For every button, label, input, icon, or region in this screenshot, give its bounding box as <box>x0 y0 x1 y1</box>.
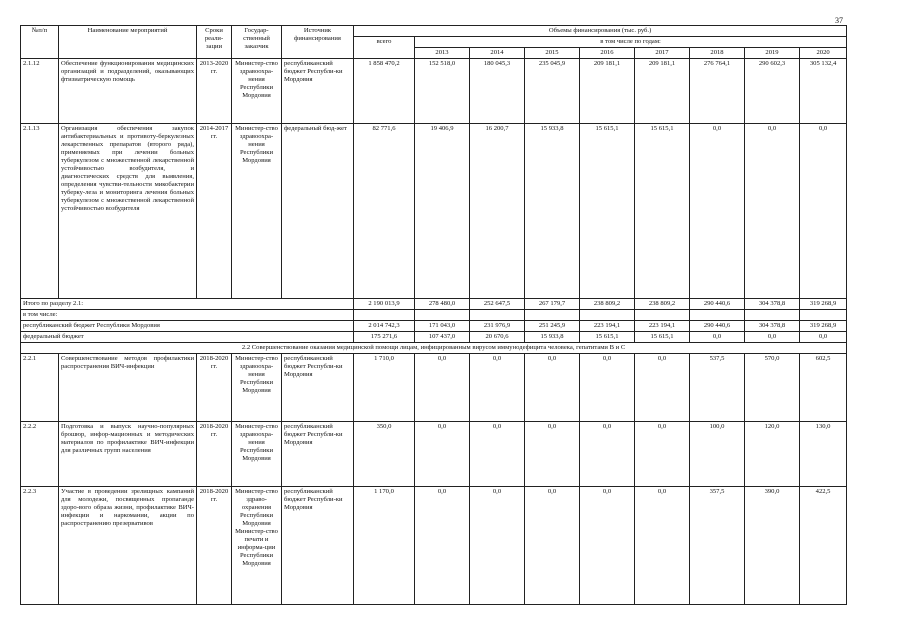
row-term: 2018-2020 гг. <box>197 487 232 605</box>
summary-total: 175 271,6 <box>354 332 415 343</box>
row-value: 0,0 <box>635 422 690 487</box>
row-value: 0,0 <box>800 124 847 299</box>
summary-value: 15 615,1 <box>635 332 690 343</box>
summary-row <box>21 321 847 332</box>
table-row <box>21 59 847 124</box>
row-value: 276 764,1 <box>690 59 745 124</box>
row-value: 0,0 <box>470 487 525 605</box>
table-row <box>21 487 847 605</box>
row-customer: Министер-ство здравоохра-нения Республики Мордовия <box>232 124 282 299</box>
row-value: 357,5 <box>690 487 745 605</box>
row-customer: Министер-ство здраво-охранения Республики Мордовия Министер-ство печати и информа-ции Республики Мордовия <box>232 487 282 605</box>
header-volumes: Объемы финансирования (тыс. руб.) <box>354 26 847 37</box>
row-value: 305 132,4 <box>800 59 847 124</box>
row-value: 120,0 <box>745 422 800 487</box>
row-value: 209 181,1 <box>580 59 635 124</box>
row-num: 2.2.1 <box>21 354 59 422</box>
summary-value: 238 809,2 <box>635 299 690 310</box>
row-source: республиканский бюджет Республи-ки Мордовия <box>282 59 354 124</box>
summary-label: Итого по разделу 2.1: <box>21 299 354 310</box>
summary-total: 2 014 742,3 <box>354 321 415 332</box>
row-value: 0,0 <box>415 487 470 605</box>
row-customer: Министер-ство здравоохра-нения Республики Мордовия <box>232 422 282 487</box>
row-value: 15 933,8 <box>525 124 580 299</box>
row-name: Участие в проведении зрелищных кампаний для молодежи, посвященных пропаганде здоро-вого образа жизни, профилактике ВИЧ-инфекции и наркомании, акции по распространению презервативов <box>59 487 197 605</box>
row-value: 0,0 <box>635 354 690 422</box>
row-source: республиканский бюджет Республи-ки Мордовия <box>282 422 354 487</box>
header-name: Наименование мероприятий <box>59 26 197 59</box>
summary-value: 290 440,6 <box>690 299 745 310</box>
row-value: 209 181,1 <box>635 59 690 124</box>
header-year: 2017 <box>635 48 690 59</box>
summary-row <box>21 299 847 310</box>
row-value: 100,0 <box>690 422 745 487</box>
row-value: 422,5 <box>800 487 847 605</box>
summary-value: 0,0 <box>690 332 745 343</box>
summary-value: 223 194,1 <box>635 321 690 332</box>
row-name: Организация обеспечения закупок антибактериальных и противоту-беркулезных лекарственных препаратов (второго ряда), применяемых при лечении больных туберкулезом с множественной лекарственной устойчивостью возбудителя, и диагностических средств для выявления, определения чувстви-тельности микобактерии туберку-леза и мониторинга лечения больных туберкулезом с множественной лекарственной устойчивостью возбудителя <box>59 124 197 299</box>
row-value: 16 200,7 <box>470 124 525 299</box>
summary-value: 267 179,7 <box>525 299 580 310</box>
row-value: 390,0 <box>745 487 800 605</box>
row-value: 0,0 <box>525 487 580 605</box>
row-term: 2013-2020 гг. <box>197 59 232 124</box>
row-num: 2.2.2 <box>21 422 59 487</box>
header-num: №п/п <box>21 26 59 59</box>
summary-value: 319 268,9 <box>800 299 847 310</box>
row-value: 0,0 <box>635 487 690 605</box>
header-total: всего <box>354 37 415 59</box>
summary-value: 107 437,0 <box>415 332 470 343</box>
row-value: 0,0 <box>745 124 800 299</box>
summary-value: 15 615,1 <box>580 332 635 343</box>
summary-total: 2 190 013,9 <box>354 299 415 310</box>
summary-value: 304 378,8 <box>745 299 800 310</box>
row-total: 82 771,6 <box>354 124 415 299</box>
header-year: 2020 <box>800 48 847 59</box>
section-title: 2.2 Совершенствование оказания медицинской помощи лицам, инфицированным вирусом иммунодефицита человека, гепатитами В и С <box>21 343 847 354</box>
row-value: 15 615,1 <box>635 124 690 299</box>
summary-value: 290 440,6 <box>690 321 745 332</box>
row-value: 19 406,9 <box>415 124 470 299</box>
table-row <box>21 422 847 487</box>
row-value: 235 045,9 <box>525 59 580 124</box>
header-year: 2016 <box>580 48 635 59</box>
header-year: 2013 <box>415 48 470 59</box>
summary-value: 0,0 <box>800 332 847 343</box>
row-source: республиканский бюджет Республи-ки Мордовия <box>282 354 354 422</box>
row-value: 290 602,3 <box>745 59 800 124</box>
header-year: 2015 <box>525 48 580 59</box>
summary-value: 15 933,8 <box>525 332 580 343</box>
row-value: 130,0 <box>800 422 847 487</box>
row-value: 0,0 <box>415 354 470 422</box>
summary-label: в том числе: <box>21 310 354 321</box>
row-total: 1 858 470,2 <box>354 59 415 124</box>
header-year: 2014 <box>470 48 525 59</box>
row-term: 2014-2017 гг. <box>197 124 232 299</box>
row-num: 2.1.13 <box>21 124 59 299</box>
row-value: 0,0 <box>470 354 525 422</box>
summary-value: 304 378,8 <box>745 321 800 332</box>
header-year: 2018 <box>690 48 745 59</box>
header-customer: Государ-ственный заказчик <box>232 26 282 59</box>
row-num: 2.2.3 <box>21 487 59 605</box>
header-term: Сроки реали-зации <box>197 26 232 59</box>
row-term: 2018-2020 гг. <box>197 422 232 487</box>
summary-row <box>21 332 847 343</box>
summary-value: 252 647,5 <box>470 299 525 310</box>
row-value: 537,5 <box>690 354 745 422</box>
summary-value: 223 194,1 <box>580 321 635 332</box>
row-value: 0,0 <box>525 354 580 422</box>
row-value: 0,0 <box>690 124 745 299</box>
row-total: 1 170,0 <box>354 487 415 605</box>
row-source: республиканский бюджет Республи-ки Мордовия <box>282 487 354 605</box>
summary-value: 278 480,0 <box>415 299 470 310</box>
row-value: 0,0 <box>580 354 635 422</box>
row-value: 0,0 <box>580 487 635 605</box>
summary-row <box>21 310 847 321</box>
row-name: Обеспечение функционирования медицинских организаций и подразделений, оказывающих фтизиатрическую помощь <box>59 59 197 124</box>
row-customer: Министер-ство здравоохра-нения Республики Мордовия <box>232 59 282 124</box>
section-row <box>21 343 847 354</box>
table-row <box>21 354 847 422</box>
table-row <box>21 124 847 299</box>
summary-value: 238 809,2 <box>580 299 635 310</box>
summary-value: 251 245,9 <box>525 321 580 332</box>
row-value: 15 615,1 <box>580 124 635 299</box>
row-source: федеральный бюд-жет <box>282 124 354 299</box>
row-term: 2018-2020 гг. <box>197 354 232 422</box>
row-name: Подготовка и выпуск научно-популярных брошюр, инфор-мационных и методических материалов по профилактике ВИЧ-инфекции для различных групп населения <box>59 422 197 487</box>
row-total: 1 710,0 <box>354 354 415 422</box>
row-value: 0,0 <box>580 422 635 487</box>
row-num: 2.1.12 <box>21 59 59 124</box>
row-value: 602,5 <box>800 354 847 422</box>
row-value: 152 518,0 <box>415 59 470 124</box>
summary-value: 319 268,9 <box>800 321 847 332</box>
row-name: Совершенствование методов профилактики распространения ВИЧ-инфекции <box>59 354 197 422</box>
row-total: 350,0 <box>354 422 415 487</box>
summary-value: 171 043,0 <box>415 321 470 332</box>
row-value: 570,0 <box>745 354 800 422</box>
summary-label: федеральный бюджет <box>21 332 354 343</box>
row-value: 180 045,3 <box>470 59 525 124</box>
header-year: 2019 <box>745 48 800 59</box>
page-number: 37 <box>835 16 843 25</box>
summary-label: республиканский бюджет Республики Мордовия <box>21 321 354 332</box>
summary-value: 231 976,9 <box>470 321 525 332</box>
row-value: 0,0 <box>470 422 525 487</box>
summary-value: 20 670,6 <box>470 332 525 343</box>
financing-table <box>20 25 847 605</box>
summary-value: 0,0 <box>745 332 800 343</box>
header-source: Источник финансирования <box>282 26 354 59</box>
row-value: 0,0 <box>525 422 580 487</box>
row-value: 0,0 <box>415 422 470 487</box>
header-incl-years: в том числе по годам: <box>415 37 847 48</box>
row-customer: Министер-ство здравоохра-нения Республики Мордовия <box>232 354 282 422</box>
